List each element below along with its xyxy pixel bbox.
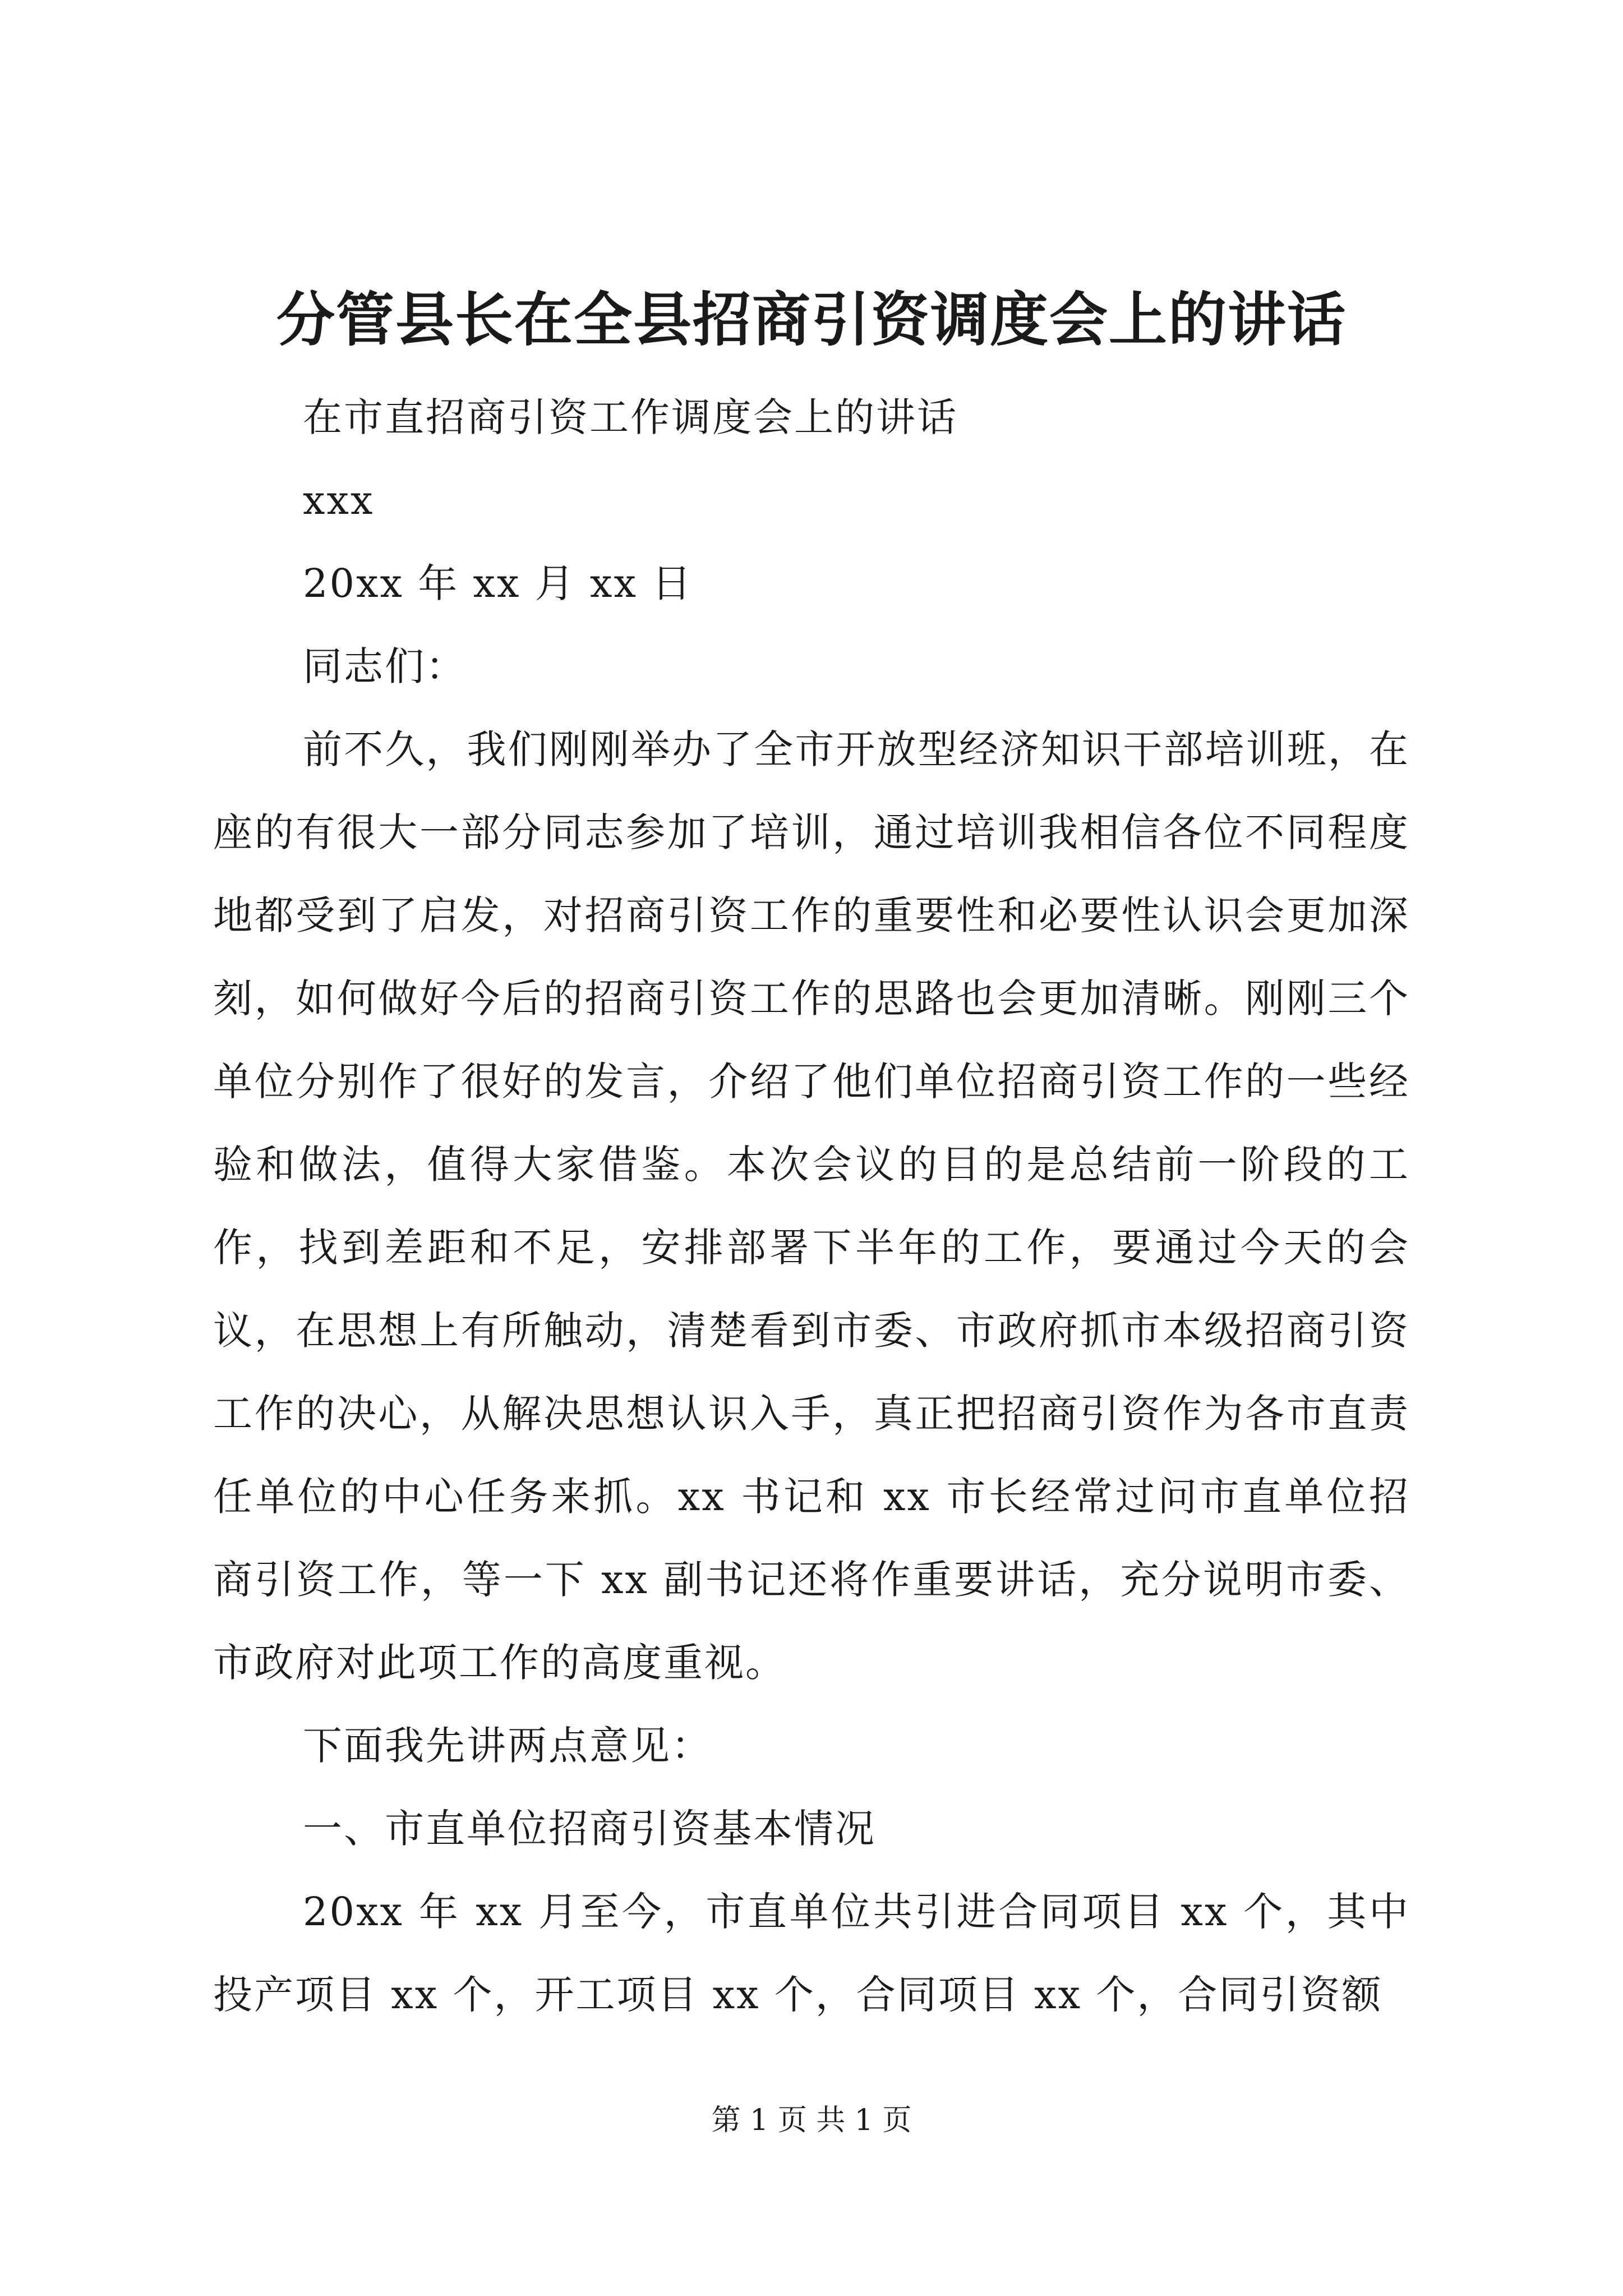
speaker-name: xxx <box>303 477 375 523</box>
speech-date: 20xx 年 xx 月 xx 日 <box>303 560 693 606</box>
paragraph: 下面我先讲两点意见： <box>303 1723 712 1769</box>
subtitle: 在市直招商引资工作调度会上的讲话 <box>303 394 958 440</box>
page-footer: 第 1 页 共 1 页 <box>711 2104 912 2137</box>
section-heading: 一、市直单位招商引资基本情况 <box>303 1806 876 1852</box>
paragraph: 前不久，我们刚刚举办了全市开放型经济知识干部培训班，在座的有很大一部分同志参加了培训，通过培训我相信各位不同程度地都受到了启发，对招商引资工作的重要性和必要性认识会更加深刻，如何做好今后的招商引资工作的思路也会更加清晰。刚刚三个单位分别作了很好的发言，介绍了他们单位招商引资工作的一些经验和做法，值得大家借鉴。本次会议的目的是总结前一阶段的工作，找到差距和不足，安排部署下半年的工作，要通过今天的会议，在思想上有所触动，清楚看到市委、市政府抓市本级招商引资工作的决心，从解决思想认识入手，真正把招商引资作为各市直责任单位的中心任务来抓。xx 书记和 xx 市长经常过问市直单位招商引资工作，等一下 xx 副书记还将作重要讲话，充分说明市委、市政府对此项工作的高度重视。 <box>213 726 1410 1686</box>
document-title: 分管县长在全县招商引资调度会上的讲话 <box>276 285 1347 354</box>
document-body <box>213 337 1410 2036</box>
salutation: 同志们： <box>303 643 467 689</box>
paragraph: 20xx 年 xx 月至今，市直单位共引进合同项目 xx 个，其中投产项目 xx 个，开工项目 xx 个，合同项目 xx 个，合同引资额 <box>213 1889 1410 2018</box>
